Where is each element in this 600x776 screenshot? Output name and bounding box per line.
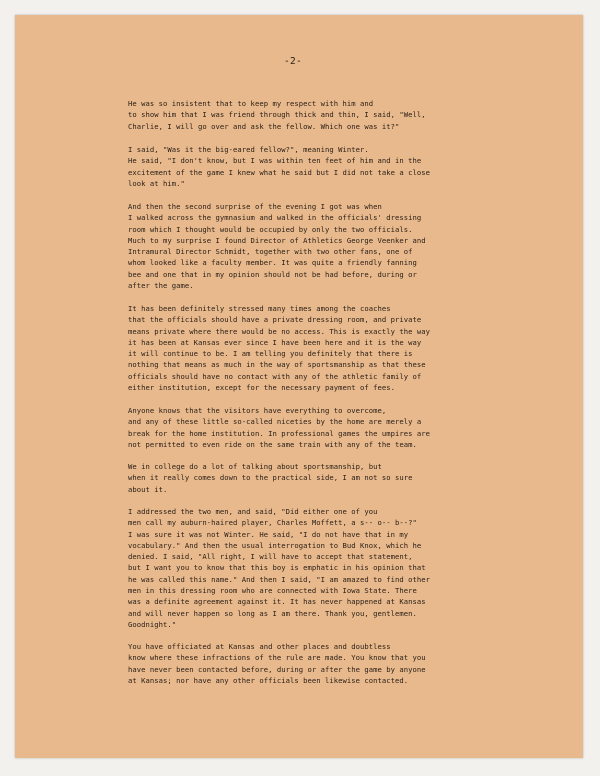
text-line: either institution, except for the necessary payment of fees. bbox=[128, 383, 396, 393]
text-line: He was so insistent that to keep my respect with him and bbox=[128, 99, 374, 108]
text-line: denied. I said, "All right, I will have to accept that statement, bbox=[128, 552, 413, 562]
text-line: it has been at Kansas ever since I have been here and it is the way bbox=[128, 337, 422, 347]
text-line: whom looked like a faculty member. It was quite a friendly fanning bbox=[128, 258, 417, 268]
text-line: was a definite agreement against it. It has never happened at Kansas bbox=[128, 597, 426, 607]
text-line: break for the home institution. In professional games the umpires are bbox=[128, 428, 431, 438]
text-line: not permitted to even ride on the same train with any of the team. bbox=[128, 439, 417, 449]
text-line: have never been contacted before, during or after the game by anyone bbox=[128, 664, 426, 674]
text-line: bee and one that in my opinion should not be had before, during or bbox=[128, 269, 417, 279]
paragraph-6 bbox=[128, 461, 548, 495]
text-line: excitement of the game I knew what he said but I did not take a close bbox=[128, 167, 431, 177]
text-line: when it really comes down to the practical side, I am not so sure bbox=[128, 473, 413, 483]
text-line: nothing that means as much in the way of sportsmanship as that these bbox=[128, 360, 426, 370]
text-line: vocabulary." And then the usual interrogation to Bud Knox, which he bbox=[128, 540, 422, 550]
text-line: that the officials should have a private dressing room, and private bbox=[128, 315, 422, 325]
text-line: room which I thought would be occupied by only the two officials. bbox=[128, 224, 413, 234]
text-line: but I want you to know that this boy is emphatic in his opinion that bbox=[128, 563, 426, 573]
paragraph-1 bbox=[128, 98, 548, 132]
text-line: Intramural Director Schmidt, together with two other fans, one of bbox=[128, 247, 413, 257]
paragraph-4 bbox=[128, 303, 548, 393]
text-line: It has been definitely stressed many times among the coaches bbox=[128, 304, 391, 313]
text-line: about it. bbox=[128, 484, 168, 494]
text-line: officials should have no contact with any of the athletic family of bbox=[128, 371, 422, 381]
text-line: after the game. bbox=[128, 281, 194, 291]
text-line: I walked across the gymnasium and walked in the officials' dressing bbox=[128, 213, 422, 223]
text-line: and any of these little so-called niceties by the home are merely a bbox=[128, 417, 422, 427]
paragraph-5 bbox=[128, 405, 548, 450]
text-line: Anyone knows that the visitors have everything to overcome, bbox=[128, 406, 387, 415]
text-line: at Kansas; nor have any other officials been likewise contacted. bbox=[128, 675, 409, 685]
text-line: He said, "I don't know, but I was within ten feet of him and in the bbox=[128, 156, 422, 166]
text-line: Much to my surprise I found Director of Athletics George Veenker and bbox=[128, 235, 426, 245]
text-line: means private where there would be no access. This is exactly the way bbox=[128, 326, 431, 336]
text-line: men call my auburn-haired player, Charles Moffett, a s-- o-- b--?" bbox=[128, 518, 417, 528]
text-line: to show him that I was friend through thick and thin, I said, "Well, bbox=[128, 110, 426, 120]
text-line: Charlie, I will go over and ask the fellow. Which one was it?" bbox=[128, 121, 400, 131]
text-line: We in college do a lot of talking about sportsmanship, but bbox=[128, 462, 382, 471]
paragraph-8 bbox=[128, 641, 548, 686]
text-line: I said, "Was it the big-eared fellow?", meaning Winter. bbox=[128, 145, 369, 154]
text-line: And then the second surprise of the evening I got was when bbox=[128, 202, 382, 211]
paragraph-2 bbox=[128, 144, 548, 189]
text-line: it will continue to be. I am telling you definitely that there is bbox=[128, 349, 413, 359]
text-line: Goodnight." bbox=[128, 619, 177, 629]
text-line: You have officiated at Kansas and other places and doubtless bbox=[128, 642, 391, 651]
text-line: he was called this name." And then I said, "I am amazed to find other bbox=[128, 574, 431, 584]
paragraph-7 bbox=[128, 506, 548, 630]
page-number: -2- bbox=[284, 56, 303, 67]
text-line: know where these infractions of the rule are made. You know that you bbox=[128, 653, 426, 663]
text-line: and will never happen so long as I am there. Thank you, gentlemen. bbox=[128, 608, 417, 618]
text-line: I addressed the two men, and said, "Did either one of you bbox=[128, 507, 378, 516]
text-line: men in this dressing room who are connected with Iowa State. There bbox=[128, 586, 417, 596]
paragraph-3 bbox=[128, 201, 548, 291]
text-line: I was sure it was not Winter. He said, "I do not have that in my bbox=[128, 529, 409, 539]
text-line: look at him." bbox=[128, 178, 185, 188]
